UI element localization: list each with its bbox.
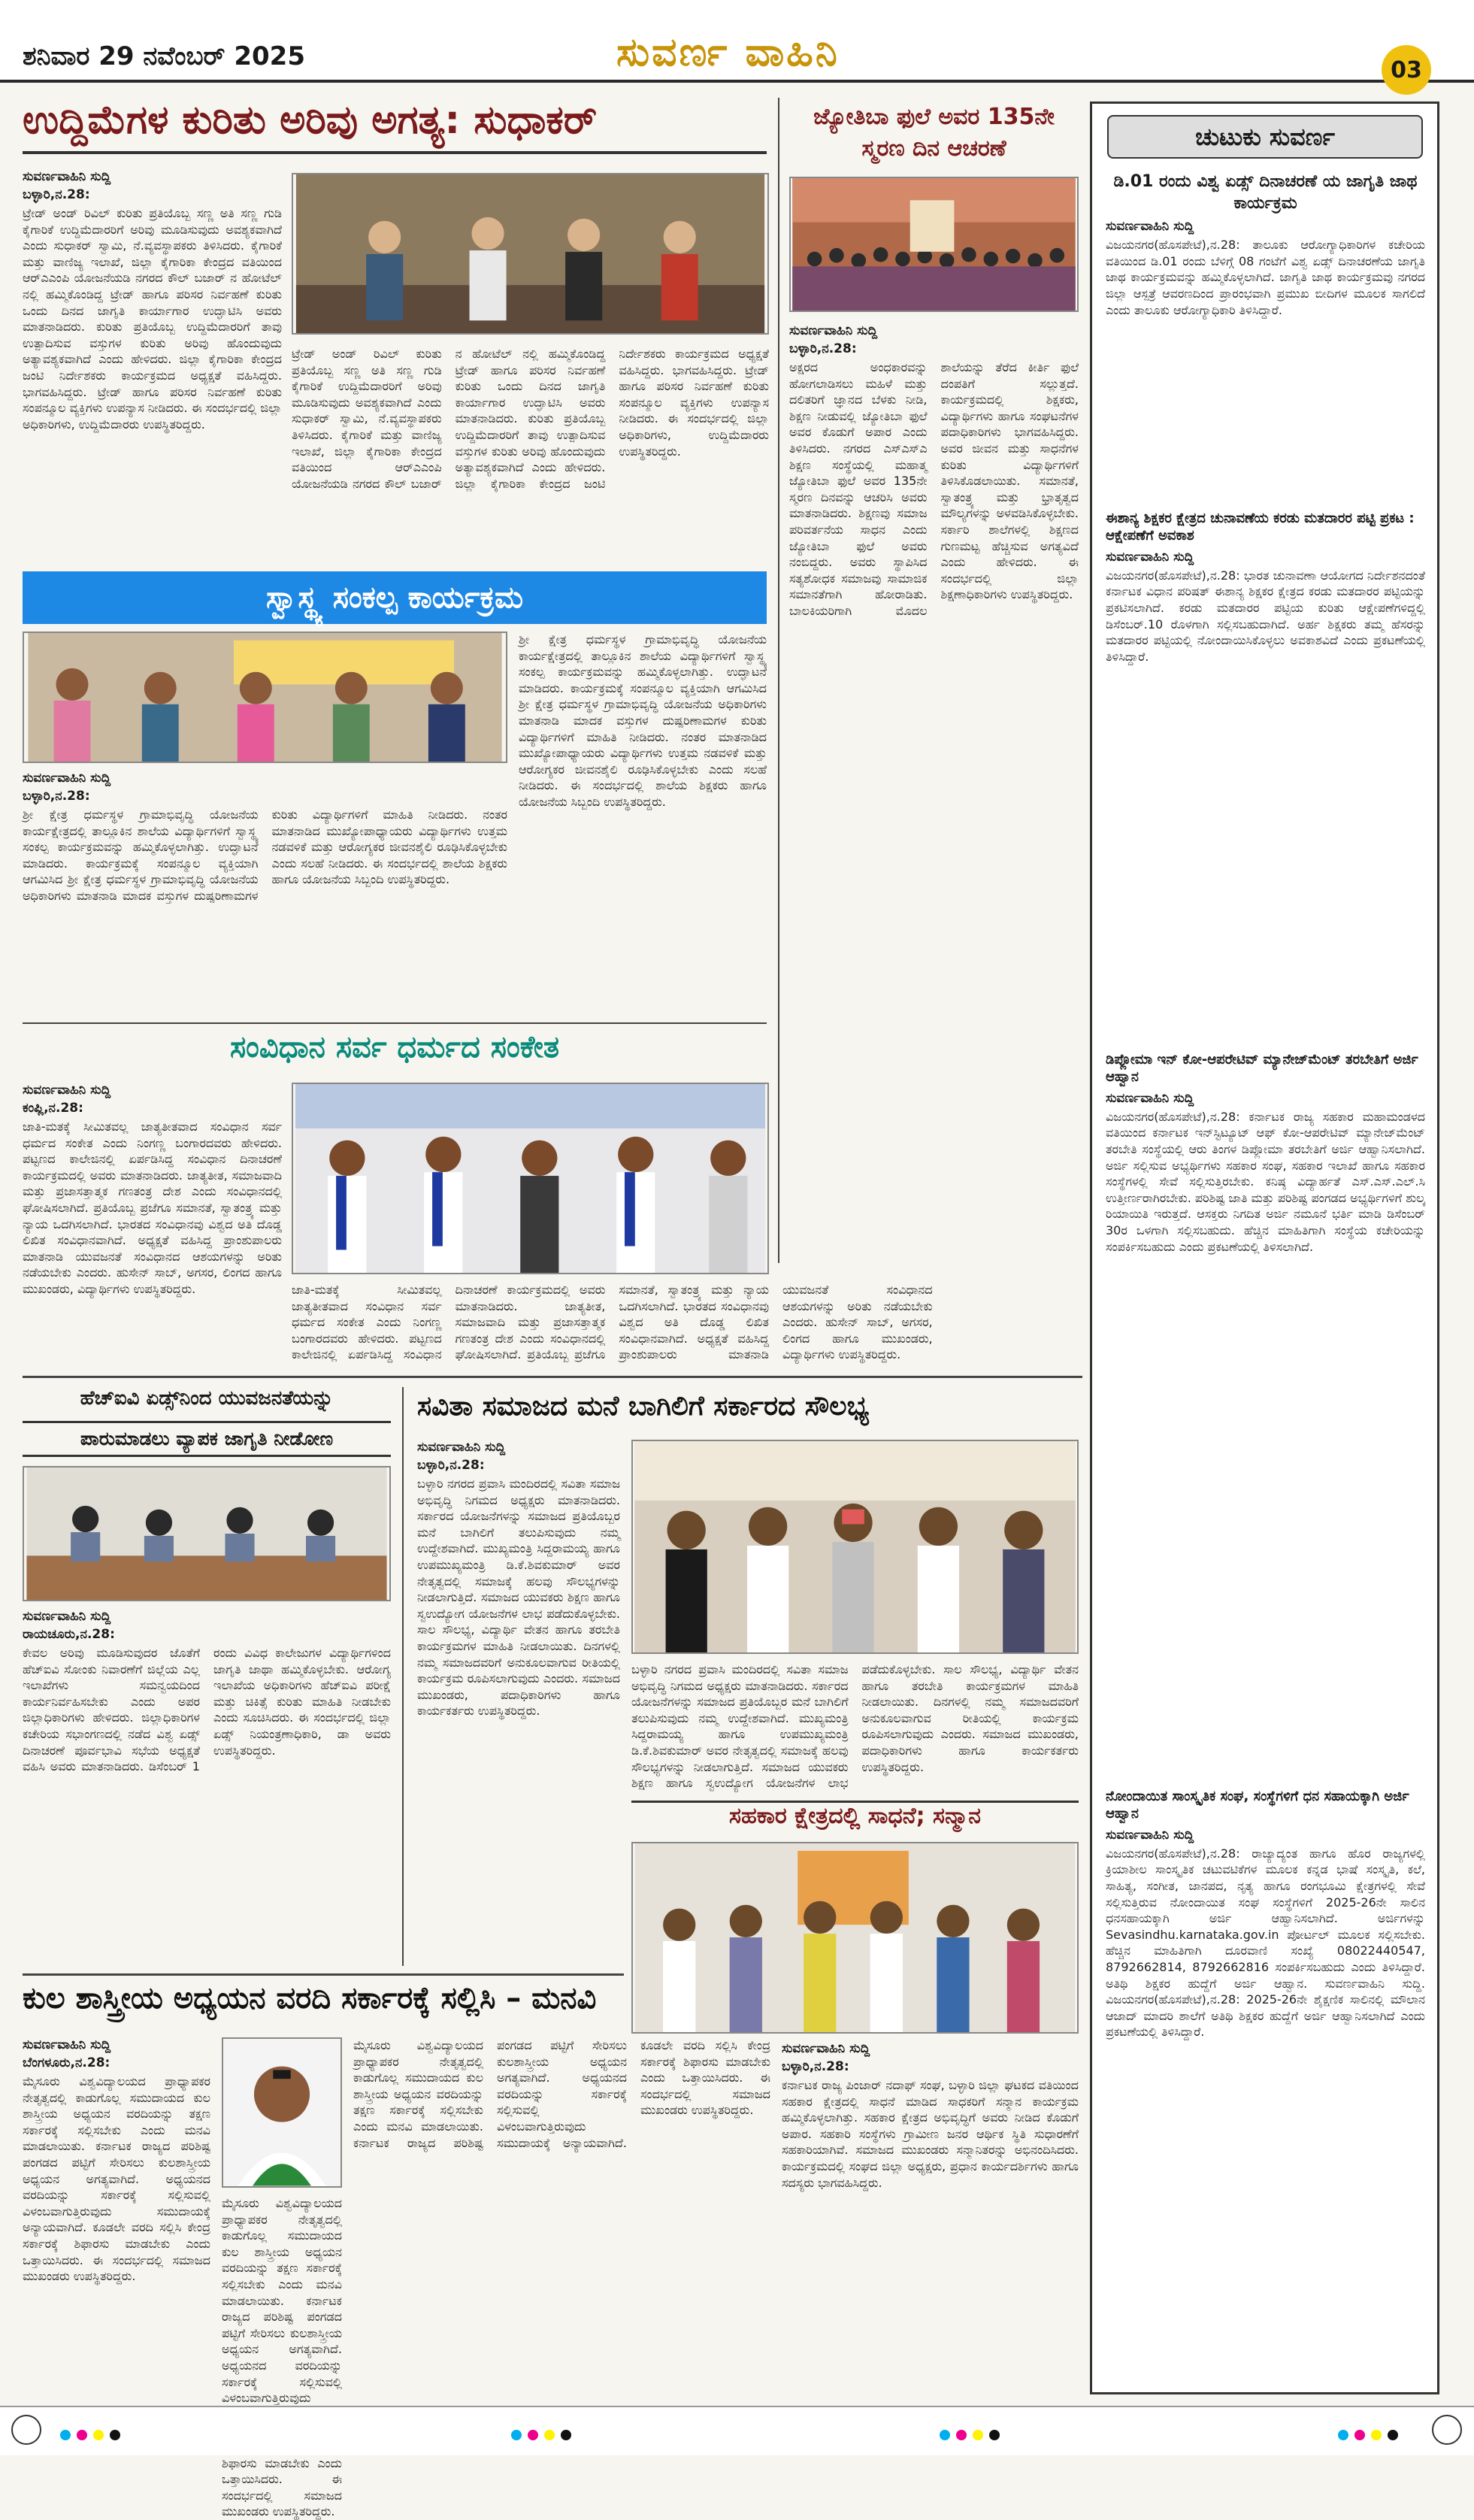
color-bar-icon xyxy=(511,2430,571,2440)
divider xyxy=(23,1376,1082,1378)
article-1-lead xyxy=(23,169,282,522)
article-5-headline-line2: ಪಾರುಮಾಡಲು ವ್ಯಾಪಕ ಜಾಗೃತಿ ನೀಡೋಣ xyxy=(23,1421,391,1457)
brief-title: ಡಿಪ್ಲೋಮಾ ಇನ್ ಕೋ-ಆಪರೇಟಿವ್ ಮ್ಯಾನೇಜ್‌ಮೆಂಟ್ ತರಬೇತಿಗೆ ಅರ್ಜಿ ಆಹ್ವಾನ xyxy=(1106,1052,1418,1086)
page-number: 03 xyxy=(1382,45,1431,95)
brief-dateline: ಸುವರ್ಣವಾಹಿನಿ ಸುದ್ದಿ xyxy=(1106,549,1194,565)
sidebar-heading: ಚುಟುಕು ಸುವರ್ಣ xyxy=(1107,115,1423,159)
article-8-headline: ಕುಲ ಶಾಸ್ತ್ರೀಯ ಅಧ್ಯಯನ ವರದಿ ಸರ್ಕಾರಕ್ಕೆ ಸಲ್ಲಿಸಿ – ಮನವಿ xyxy=(23,1981,597,2016)
article-6-lead xyxy=(417,1440,620,1966)
article-6-dateline: ಸುವರ್ಣವಾಹಿನಿ ಸುದ್ದಿ xyxy=(417,1440,506,1455)
masthead-title: ಸುವರ್ಣ ವಾಹಿನಿ xyxy=(616,30,840,75)
article-6-photo xyxy=(631,1440,1079,1654)
brief-body: ವಿಜಯನಗರ(ಹೊಸಪೇಟೆ),ನ.28: ಕರ್ನಾಟಕ ರಾಜ್ಯ ಸಹಕಾರ ಮಹಾಮಂಡಳದ ವತಿಯಿಂದ ಕರ್ನಾಟಕ ಇನ್‌ಸ್ಟಿಟ್ಯೂಟ್ ಆಫ್ ಕೋ-ಆಪರೇಟಿವ್ ಮ್ಯಾನೇಜ್‌ಮೆಂಟ್ ತರಬೇತಿ ಸಂಸ್ಥೆಯಲ್ಲಿ ಆರು ತಿಂಗಳ ಡಿಪ್ಲೋಮಾ ತರಬೇತಿಗೆ ಅರ್ಜಿ ಆಹ್ವಾನಿಸಲಾಗಿದೆ. ಅರ್ಜಿ ಸಲ್ಲಿಸುವ ಅಭ್ಯರ್ಥಿಗಳು ಸಹಕಾರ ಸಂಘ, ಸಹಕಾರ ಇಲಾಖೆ ಹಾಗೂ ಸಹಕಾರ ಸಂಸ್ಥೆಗಳಲ್ಲಿ ಸೇವೆ ಸಲ್ಲಿಸುತ್ತಿರಬೇಕು. ಕನಿಷ್ಠ ವಿದ್ಯಾರ್ಹತೆ ಎಸ್.ಎಸ್.ಎಲ್.ಸಿ ಉತ್ತೀರ್ಣರಾಗಿರಬೇಕು. ಪರಿಶಿಷ್ಟ ಜಾತಿ ಮತ್ತು ಪರಿಶಿಷ್ಟ ಪಂಗಡದ ಅಭ್ಯರ್ಥಿಗಳಿಗೆ ಶುಲ್ಕ ರಿಯಾಯಿತಿ ಇರುತ್ತದೆ. ಆಸಕ್ತರು ನಿಗದಿತ ಅರ್ಜಿ ನಮೂನೆ ಭರ್ತಿ ಮಾಡಿ ಡಿಸೆಂಬರ್ 30ರ ಒಳಗಾಗಿ ಸಲ್ಲಿಸಬಹುದು. ಹೆಚ್ಚಿನ ಮಾಹಿತಿಗಾಗಿ ಸಂಸ್ಥೆಯ ಕಚೇರಿಯನ್ನು ಸಂಪರ್ಕಿಸಬಹುದು ಎಂದು ಪ್ರಕಟಣೆಯಲ್ಲಿ ತಿಳಿಸಲಾಗಿದೆ. xyxy=(1106,1109,1425,1254)
article-4-body: ಜಾತಿ-ಮತಕ್ಕೆ ಸೀಮಿತವಲ್ಲ ಜಾತ್ಯತೀತವಾದ ಸಂವಿಧಾನ ಸರ್ವ ಧರ್ಮದ ಸಂಕೇತ ಎಂದು ನಿಂಗಣ್ಣ ಬಂಗಾರದವರು ಹೇಳಿದರು. ಪಟ್ಟಣದ ಕಾಲೇಜಿನಲ್ಲಿ ಏರ್ಪಡಿಸಿದ್ದ ಸಂವಿಧಾನ ದಿನಾಚರಣೆ ಕಾರ್ಯಕ್ರಮದಲ್ಲಿ ಅವರು ಮಾತನಾಡಿದರು. ಜಾತ್ಯತೀತ, ಸಮಾಜವಾದಿ ಮತ್ತು ಪ್ರಜಾಸತ್ತಾತ್ಮಕ ಗಣತಂತ್ರ ದೇಶ ಎಂದು ಸಂವಿಧಾನದಲ್ಲಿ ಘೋಷಿಸಲಾಗಿದೆ. ಪ್ರತಿಯೊಬ್ಬ ಪ್ರಜೆಗೂ ಸಮಾನತೆ, ಸ್ವಾತಂತ್ರ್ಯ ಮತ್ತು ನ್ಯಾಯ ಒದಗಿಸಲಾಗಿದೆ. ಭಾರತದ ಸಂವಿಧಾನವು ವಿಶ್ವದ ಅತಿ ದೊಡ್ಡ ಲಿಖಿತ ಸಂವಿಧಾನವಾಗಿದೆ. ಅಧ್ಯಕ್ಷತೆ ವಹಿಸಿದ್ದ ಪ್ರಾಂಶುಪಾಲರು ಮಾತನಾಡಿ ಯುವಜನತೆ ಸಂವಿಧಾನದ ಆಶಯಗಳನ್ನು ಅರಿತು ನಡೆಯಬೇಕು ಎಂದರು. ಹುಸೇನ್ ಸಾಬ್, ಅಗಸರ, ಲಿಂಗದ ಹಾಗೂ ಮುಖಂಡರು, ವಿದ್ಯಾರ್ಥಿಗಳು ಉಪಸ್ಥಿತರಿದ್ದರು. xyxy=(23,1119,282,1296)
article-4-dateline: ಸುವರ್ಣವಾಹಿನಿ ಸುದ್ದಿ xyxy=(23,1083,111,1098)
article-6-place: ಬಳ್ಳಾರಿ,ನ.28: xyxy=(417,1458,485,1473)
page-header xyxy=(0,0,1474,83)
registration-mark-icon xyxy=(11,2415,41,2445)
article-7-text xyxy=(782,2041,1079,2391)
article-7-place: ಬಳ್ಳಾರಿ,ನ.28: xyxy=(782,2059,849,2074)
article-2-text xyxy=(789,323,1079,1263)
article-7-dateline: ಸುವರ್ಣವಾಹಿನಿ ಸುದ್ದಿ xyxy=(782,2041,870,2056)
article-1-headline: ಉದ್ದಿಮೆಗಳ ಕುರಿತು ಅರಿವು ಅಗತ್ಯ: ಸುಧಾಕರ್ xyxy=(23,98,767,154)
sidebar-briefs xyxy=(1090,101,1439,2394)
page-footer xyxy=(0,2406,1474,2455)
brief-title: ಈಶಾನ್ಯ ಶಿಕ್ಷಕರ ಕ್ಷೇತ್ರದ ಚುನಾವಣೆಯ ಕರಡು ಮತದಾರರ ಪಟ್ಟಿ ಪ್ರಕಟ : ಆಕ್ಷೇಪಣೆಗೆ ಅವಕಾಶ xyxy=(1106,510,1415,544)
divider xyxy=(23,1022,767,1024)
article-3-text-b: ಶ್ರೀ ಕ್ಷೇತ್ರ ಧರ್ಮಸ್ಥಳ ಗ್ರಾಮಾಭಿವೃದ್ಧಿ ಯೋಜನೆಯ ಕಾರ್ಯಕ್ಷೇತ್ರದಲ್ಲಿ ತಾಲ್ಲೂಕಿನ ಶಾಲೆಯ ವಿದ್ಯಾರ್ಥಿಗಳಿಗೆ ಸ್ವಾಸ್ಥ್ಯ ಸಂಕಲ್ಪ ಕಾರ್ಯಕ್ರಮವನ್ನು ಹಮ್ಮಿಕೊಳ್ಳಲಾಗಿತ್ತು. ಉದ್ಘಾಟನೆ ಮಾಡಿದರು. ಕಾರ್ಯಕ್ರಮಕ್ಕೆ ಸಂಪನ್ಮೂಲ ವ್ಯಕ್ತಿಯಾಗಿ ಆಗಮಿಸಿದ ಶ್ರೀ ಕ್ಷೇತ್ರ ಧರ್ಮಸ್ಥಳ ಗ್ರಾಮಾಭಿವೃದ್ಧಿ ಯೋಜನೆಯ ಅಧಿಕಾರಿಗಳು ಮಾತನಾಡಿ ಮಾದಕ ವಸ್ತುಗಳ ದುಷ್ಪರಿಣಾಮಗಳ ಕುರಿತು ವಿದ್ಯಾರ್ಥಿಗಳಿಗೆ ಮಾಹಿತಿ ನೀಡಿದರು. ನಂತರ ಮಾತನಾಡಿದ ಮುಖ್ಯೋಪಾಧ್ಯಾಯರು ವಿದ್ಯಾರ್ಥಿಗಳು ಉತ್ತಮ ನಡವಳಿಕೆ ಮತ್ತು ಆರೋಗ್ಯಕರ ಜೀವನಶೈಲಿ ರೂಢಿಸಿಕೊಳ್ಳಬೇಕು ಎಂದು ಸಲಹೆ ನೀಡಿದರು. ಈ ಸಂದರ್ಭದಲ್ಲಿ ಶಾಲೆಯ ಶಿಕ್ಷಕರು ಹಾಗೂ ಯೋಜನೆಯ ಸಿಬ್ಬಂದಿ ಉಪಸ್ಥಿತರಿದ್ದರು. xyxy=(519,632,767,809)
article-8-place: ಬೆಂಗಳೂರು,ನ.28: xyxy=(23,2055,110,2070)
brief-title: ಡಿ.01 ರಂದು ವಿಶ್ವ ಏಡ್ಸ್ ದಿನಾಚರಣೆ ಯ ಜಾಗೃತಿ ಜಾಥ ಕಾರ್ಯಕ್ರಮ xyxy=(1113,172,1418,213)
article-8-dateline: ಸುವರ್ಣವಾಹಿನಿ ಸುದ್ದಿ xyxy=(23,2037,111,2052)
article-8-body-columns: ಮೈಸೂರು ವಿಶ್ವವಿದ್ಯಾಲಯದ ಪ್ರಾಧ್ಯಾಪಕರ ನೇತೃತ್ವದಲ್ಲಿ ಕಾಡುಗೊಲ್ಲ ಸಮುದಾಯದ ಕುಲ ಶಾಸ್ತ್ರೀಯ ಅಧ್ಯಯನ ವರದಿಯನ್ನು ತಕ್ಷಣ ಸರ್ಕಾರಕ್ಕೆ ಸಲ್ಲಿಸಬೇಕು ಎಂದು ಮನವಿ ಮಾಡಲಾಯಿತು. ಕರ್ನಾಟಕ ರಾಜ್ಯದ ಪರಿಶಿಷ್ಟ ಪಂಗಡದ ಪಟ್ಟಿಗೆ ಸೇರಿಸಲು ಕುಲಶಾಸ್ತ್ರೀಯ ಅಧ್ಯಯನ ಅಗತ್ಯವಾಗಿದೆ. ಅಧ್ಯಯನದ ವರದಿಯನ್ನು ಸರ್ಕಾರಕ್ಕೆ ಸಲ್ಲಿಸುವಲ್ಲಿ ವಿಳಂಬವಾಗುತ್ತಿರುವುದು ಸಮುದಾಯಕ್ಕೆ ಅನ್ಯಾಯವಾಗಿದೆ. ಕೂಡಲೇ ವರದಿ ಸಲ್ಲಿಸಿ ಕೇಂದ್ರ ಸರ್ಕಾರಕ್ಕೆ ಶಿಫಾರಸು ಮಾಡಬೇಕು ಎಂದು ಒತ್ತಾಯಿಸಿದರು. ಈ ಸಂದರ್ಭದಲ್ಲಿ ಸಮಾಜದ ಮುಖಂಡರು ಉಪಸ್ಥಿತರಿದ್ದರು. xyxy=(353,2038,770,2150)
article-8-body-continued: ಮೈಸೂರು ವಿಶ್ವವಿದ್ಯಾಲಯದ ಪ್ರಾಧ್ಯಾಪಕರ ನೇತೃತ್ವದಲ್ಲಿ ಕಾಡುಗೊಲ್ಲ ಸಮುದಾಯದ ಕುಲ ಶಾಸ್ತ್ರೀಯ ಅಧ್ಯಯನ ವರದಿಯನ್ನು ತಕ್ಷಣ ಸರ್ಕಾರಕ್ಕೆ ಸಲ್ಲಿಸಬೇಕು ಎಂದು ಮನವಿ ಮಾಡಲಾಯಿತು. ಕರ್ನಾಟಕ ರಾಜ್ಯದ ಪರಿಶಿಷ್ಟ ಪಂಗಡದ ಪಟ್ಟಿಗೆ ಸೇರಿಸಲು ಕುಲಶಾಸ್ತ್ರೀಯ ಅಧ್ಯಯನ ಅಗತ್ಯವಾಗಿದೆ. ಅಧ್ಯಯನದ ವರದಿಯನ್ನು ಸರ್ಕಾರಕ್ಕೆ ಸಲ್ಲಿಸುವಲ್ಲಿ ವಿಳಂಬವಾಗುತ್ತಿರುವುದು ಶಿಫಾರಸು ಮಾಡಬೇಕು ಎಂದು ಒತ್ತಾಯಿಸಿದರು. ಈ ಸಂದರ್ಭದಲ್ಲಿ ಸಮಾಜದ ಮುಖಂಡರು ಉಪಸ್ಥಿತರಿದ್ದರು. xyxy=(222,2196,342,2519)
issue-date: ಶನಿವಾರ 29 ನವೆಂಬರ್ 2025 xyxy=(23,41,305,71)
brief-item xyxy=(1106,171,1425,495)
divider xyxy=(402,1387,404,1966)
article-6-body-columns: ಬಳ್ಳಾರಿ ನಗರದ ಪ್ರವಾಸಿ ಮಂದಿರದಲ್ಲಿ ಸವಿತಾ ಸಮಾಜ ಅಭಿವೃದ್ಧಿ ನಿಗಮದ ಅಧ್ಯಕ್ಷರು ಮಾತನಾಡಿದರು. ಸರ್ಕಾರದ ಯೋಜನೆಗಳನ್ನು ಸಮಾಜದ ಪ್ರತಿಯೊಬ್ಬರ ಮನೆ ಬಾಗಿಲಿಗೆ ತಲುಪಿಸುವುದು ನಮ್ಮ ಉದ್ದೇಶವಾಗಿದೆ. ಮುಖ್ಯಮಂತ್ರಿ ಸಿದ್ದರಾಮಯ್ಯ ಹಾಗೂ ಉಪಮುಖ್ಯಮಂತ್ರಿ ಡಿ.ಕೆ.ಶಿವಕುಮಾರ್ ಅವರ ನೇತೃತ್ವದಲ್ಲಿ ಸಮಾಜಕ್ಕೆ ಹಲವು ಸೌಲಭ್ಯಗಳನ್ನು ನೀಡಲಾಗುತ್ತಿದೆ. ಸಮಾಜದ ಯುವಕರು ಶಿಕ್ಷಣ ಹಾಗೂ ಸ್ವಉದ್ಯೋಗ ಯೋಜನೆಗಳ ಲಾಭ ಪಡೆದುಕೊಳ್ಳಬೇಕು. ಸಾಲ ಸೌಲಭ್ಯ, ವಿದ್ಯಾರ್ಥಿ ವೇತನ ಹಾಗೂ ತರಬೇತಿ ಕಾರ್ಯಕ್ರಮಗಳ ಮಾಹಿತಿ ನೀಡಲಾಯಿತು. ದಿನಗಳಲ್ಲಿ ನಮ್ಮ ಸಮಾಜದವರಿಗೆ ಅನುಕೂಲವಾಗುವ ರೀತಿಯಲ್ಲಿ ಕಾರ್ಯಕ್ರಮ ರೂಪಿಸಲಾಗುವುದು ಎಂದರು. ಸಮಾಜದ ಮುಖಂಡರು, ಪದಾಧಿಕಾರಿಗಳು ಹಾಗೂ ಕಾರ್ಯಕರ್ತರು ಉಪಸ್ಥಿತರಿದ್ದರು. xyxy=(631,1662,1079,1791)
brief-dateline: ಸುವರ್ಣವಾಹಿನಿ ಸುದ್ದಿ xyxy=(1106,219,1194,235)
article-5-body: ಕೇವಲ ಅರಿವು ಮೂಡಿಸುವುದರ ಜೊತೆಗೆ ಹೆಚ್‌ಐವಿ ಸೋಂಕು ನಿವಾರಣೆಗೆ ಜಿಲ್ಲೆಯ ಎಲ್ಲ ಇಲಾಖೆಗಳು ಸಮನ್ವಯದಿಂದ ಕಾರ್ಯನಿರ್ವಹಿಸಬೇಕು ಎಂದು ಅಪರ ಜಿಲ್ಲಾಧಿಕಾರಿಗಳು ಹೇಳಿದರು. ಜಿಲ್ಲಾಧಿಕಾರಿಗಳ ಕಚೇರಿಯ ಸಭಾಂಗಣದಲ್ಲಿ ನಡೆದ ವಿಶ್ವ ಏಡ್ಸ್ ದಿನಾಚರಣೆ ಪೂರ್ವಭಾವಿ ಸಭೆಯ ಅಧ್ಯಕ್ಷತೆ ವಹಿಸಿ ಅವರು ಮಾತನಾಡಿದರು. ಡಿಸೆಂಬರ್ 1 ರಂದು ವಿವಿಧ ಕಾಲೇಜುಗಳ ವಿದ್ಯಾರ್ಥಿಗಳಿಂದ ಜಾಗೃತಿ ಜಾಥಾ ಹಮ್ಮಿಕೊಳ್ಳಬೇಕು. ಆರೋಗ್ಯ ಇಲಾಖೆಯ ಅಧಿಕಾರಿಗಳು ಹೆಚ್‌ಐವಿ ಪರೀಕ್ಷೆ ಮತ್ತು ಚಿಕಿತ್ಸೆ ಕುರಿತು ಮಾಹಿತಿ ನೀಡಬೇಕು ಎಂದು ಸೂಚಿಸಿದರು. ಈ ಸಂದರ್ಭದಲ್ಲಿ ಜಿಲ್ಲಾ ಏಡ್ಸ್ ನಿಯಂತ್ರಣಾಧಿಕಾರಿ, ಡಾ ಅವರು ಉಪಸ್ಥಿತರಿದ್ದರು. xyxy=(23,1646,391,1774)
article-1-photo xyxy=(292,173,769,335)
article-4-lead xyxy=(23,1083,282,1368)
article-3-place: ಬಳ್ಳಾರಿ,ನ.28: xyxy=(23,789,90,804)
brief-title: ನೋಂದಾಯಿತ ಸಾಂಸ್ಕೃತಿಕ ಸಂಘ, ಸಂಸ್ಥೆಗಳಿಗೆ ಧನ ಸಹಾಯಕ್ಕಾಗಿ ಅರ್ಜಿ ಆಹ್ವಾನ xyxy=(1106,1789,1409,1822)
brief-body: ವಿಜಯನಗರ(ಹೊಸಪೇಟೆ),ನ.28: ರಾಜ್ಯಾದ್ಯಂತ ಹಾಗೂ ಹೊರ ರಾಜ್ಯಗಳಲ್ಲಿ ಕ್ರಿಯಾಶೀಲ ಸಾಂಸ್ಕೃತಿಕ ಚಟುವಟಿಕೆಗಳ ಮೂಲಕ ಕನ್ನಡ ಭಾಷೆ ಸಂಸ್ಕೃತಿ, ಕಲೆ, ಸಾಹಿತ್ಯ, ಸಂಗೀತ, ಜಾನಪದ, ನೃತ್ಯ ಹಾಗೂ ರಂಗಭೂಮಿ ಕ್ಷೇತ್ರಗಳಲ್ಲಿ ಸೇವೆ ಸಲ್ಲಿಸುತ್ತಿರುವ ನೋಂದಾಯಿತ ಸಂಘ ಸಂಸ್ಥೆಗಳಿಗೆ 2025-26ನೇ ಸಾಲಿನ ಧನಸಹಾಯಕ್ಕಾಗಿ ಅರ್ಜಿ ಆಹ್ವಾನಿಸಲಾಗಿದೆ. ಅರ್ಜಿಗಳನ್ನು Sevasindhu.karnataka.gov.in ಪೋರ್ಟಲ್ ಮೂಲಕ ಸಲ್ಲಿಸಬೇಕು. ಹೆಚ್ಚಿನ ಮಾಹಿತಿಗಾಗಿ ದೂರವಾಣಿ ಸಂಖ್ಯೆ 08022440547, 8792662814, 8792662816 ಸಂಪರ್ಕಿಸಬಹುದು ಎಂದು ತಿಳಿಸಿದ್ದಾರೆ. ಅತಿಥಿ ಶಿಕ್ಷಕರ ಹುದ್ದೆಗೆ ಅರ್ಜಿ ಆಹ್ವಾನ. ಸುವರ್ಣವಾಹಿನಿ ಸುದ್ದಿ. ವಿಜಯನಗರ(ಹೊಸಪೇಟೆ),ನ.28: 2025-26ನೇ ಶೈಕ್ಷಣಿಕ ಸಾಲಿನಲ್ಲಿ ಮೌಲಾನ ಆಜಾದ್ ಮಾದರಿ ಶಾಲೆಗೆ ಅತಿಥಿ ಶಿಕ್ಷಕರ ಹುದ್ದೆಗೆ ಅರ್ಜಿ ಆಹ್ವಾನಿಸಲಾಗಿದೆ ಎಂದು ಪ್ರಕಟಣೆಯಲ್ಲಿ ತಿಳಿಸಿದ್ದಾರೆ. xyxy=(1106,1846,1425,2040)
article-3-body: ಶ್ರೀ ಕ್ಷೇತ್ರ ಧರ್ಮಸ್ಥಳ ಗ್ರಾಮಾಭಿವೃದ್ಧಿ ಯೋಜನೆಯ ಕಾರ್ಯಕ್ಷೇತ್ರದಲ್ಲಿ ತಾಲ್ಲೂಕಿನ ಶಾಲೆಯ ವಿದ್ಯಾರ್ಥಿಗಳಿಗೆ ಸ್ವಾಸ್ಥ್ಯ ಸಂಕಲ್ಪ ಕಾರ್ಯಕ್ರಮವನ್ನು ಹಮ್ಮಿಕೊಳ್ಳಲಾಗಿತ್ತು. ಉದ್ಘಾಟನೆ ಮಾಡಿದರು. ಕಾರ್ಯಕ್ರಮಕ್ಕೆ ಸಂಪನ್ಮೂಲ ವ್ಯಕ್ತಿಯಾಗಿ ಆಗಮಿಸಿದ ಶ್ರೀ ಕ್ಷೇತ್ರ ಧರ್ಮಸ್ಥಳ ಗ್ರಾಮಾಭಿವೃದ್ಧಿ ಯೋಜನೆಯ ಅಧಿಕಾರಿಗಳು ಮಾತನಾಡಿ ಮಾದಕ ವಸ್ತುಗಳ ದುಷ್ಪರಿಣಾಮಗಳ ಕುರಿತು ವಿದ್ಯಾರ್ಥಿಗಳಿಗೆ ಮಾಹಿತಿ ನೀಡಿದರು. ನಂತರ ಮಾತನಾಡಿದ ಮುಖ್ಯೋಪಾಧ್ಯಾಯರು ವಿದ್ಯಾರ್ಥಿಗಳು ಉತ್ತಮ ನಡವಳಿಕೆ ಮತ್ತು ಆರೋಗ್ಯಕರ ಜೀವನಶೈಲಿ ರೂಢಿಸಿಕೊಳ್ಳಬೇಕು ಎಂದು ಸಲಹೆ ನೀಡಿದರು. ಈ ಸಂದರ್ಭದಲ್ಲಿ ಶಾಲೆಯ ಶಿಕ್ಷಕರು ಹಾಗೂ ಯೋಜನೆಯ ಸಿಬ್ಬಂದಿ ಉಪಸ್ಥಿತರಿದ್ದರು. xyxy=(23,807,507,903)
article-1-place: ಬಳ್ಳಾರಿ,ನ.28: xyxy=(23,187,90,202)
article-5-photo xyxy=(23,1466,391,1601)
article-7-headline: ಸಹಕಾರ ಕ್ಷೇತ್ರದಲ್ಲಿ ಸಾಧನೆ; ಸನ್ಮಾನ xyxy=(631,1801,1079,1837)
brief-body: ವಿಜಯನಗರ(ಹೊಸಪೇಟೆ),ನ.28: ಭಾರತ ಚುನಾವಣಾ ಆಯೋಗದ ನಿರ್ದೇಶನದಂತೆ ಕರ್ನಾಟಕ ವಿಧಾನ ಪರಿಷತ್ ಈಶಾನ್ಯ ಶಿಕ್ಷಕರ ಕ್ಷೇತ್ರದ ಕರಡು ಮತದಾರರ ಪಟ್ಟಿಯನ್ನು ಪ್ರಕಟಿಸಲಾಗಿದೆ. ಕರಡು ಮತದಾರರ ಪಟ್ಟಿಯ ಕುರಿತು ಆಕ್ಷೇಪಣೆಗಳಿದ್ದಲ್ಲಿ ಡಿಸೆಂಬರ್.10 ರೊಳಗಾಗಿ ಸಲ್ಲಿಸಬಹುದಾಗಿದೆ. ಅರ್ಹ ಶಿಕ್ಷಕರು ತಮ್ಮ ಹೆಸರನ್ನು ಮತದಾರರ ಪಟ್ಟಿಯಲ್ಲಿ ನೋಂದಾಯಿಸಿಕೊಳ್ಳಲು ಅವಕಾಶವಿದೆ ಎಂದು ಪ್ರಕಟಣೆಯಲ್ಲಿ ತಿಳಿಸಿದ್ದಾರೆ. xyxy=(1106,568,1425,664)
divider xyxy=(778,98,779,1263)
photo-officials-icon xyxy=(633,1441,1077,1652)
brief-dateline: ಸುವರ್ಣವಾಹಿನಿ ಸುದ್ದಿ xyxy=(1106,1827,1194,1843)
article-6-headline: ಸವಿತಾ ಸಮಾಜದ ಮನೆ ಬಾಗಿಲಿಗೆ ಸರ್ಕಾರದ ಸೌಲಭ್ಯ xyxy=(417,1391,870,1422)
article-8-lead xyxy=(23,2037,210,2391)
article-3-text-a xyxy=(23,771,507,1019)
photo-conference-icon xyxy=(24,1467,389,1600)
article-3-headline: ಸ್ವಾಸ್ಥ್ಯ ಸಂಕಲ್ಪ ಕಾರ್ಯಕ್ರಮ xyxy=(23,571,767,624)
article-1-dateline: ಸುವರ್ಣವಾಹಿನಿ ಸುದ್ದಿ xyxy=(23,169,111,184)
article-1-body: ಟ್ರೇಡ್ ಅಂಡ್ ರಿವಿಲ್ ಕುರಿತು ಪ್ರತಿಯೊಬ್ಬ ಸಣ್ಣ ಅತಿ ಸಣ್ಣ ಗುಡಿ ಕೈಗಾರಿಕೆ ಉದ್ದಿಮೆದಾರರಿಗೆ ಅರಿವು ಮೂಡಿಸುವುದು ಅವಶ್ಯಕವಾಗಿದೆ ಎಂದು ಸುಧಾಕರ್ ಸ್ವಾಮಿ, ನೆ.ವ್ಯವಸ್ಥಾಪಕರು ತಿಳಿಸಿದರು. ಕೈಗಾರಿಕೆ ಮತ್ತು ವಾಣಿಜ್ಯ ಇಲಾಖೆ, ಜಿಲ್ಲಾ ಕೈಗಾರಿಕಾ ಕೇಂದ್ರದ ವತಿಯಿಂದ ಆರ್‌ಎಎಂಪಿ ಯೋಜನೆಯಡಿ ನಗರದ ಕೌಲ್ ಬಜಾರ್ ನ ಹೋಟೆಲ್ ನಲ್ಲಿ ಹಮ್ಮಿಕೊಂಡಿದ್ದ ಟ್ರೇಡ್ ಹಾಗೂ ಪರಿಸರ ನಿರ್ವಹಣೆ ಕುರಿತು ಒಂದು ದಿನದ ಜಾಗೃತಿ ಕಾರ್ಯಾಗಾರ ಉದ್ಘಾಟಿಸಿ ಅವರು ಮಾತನಾಡಿದರು. ಕುರಿತು ಪ್ರತಿಯೊಬ್ಬ ಉದ್ದಿಮೆದಾರರಿಗೆ ತಾವು ಉತ್ಪಾದಿಸುವ ವಸ್ತುಗಳ ಕುರಿತು ಅರಿವು ಹೊಂದುವುದು ಅತ್ಯಾವಶ್ಯಕವಾಗಿದೆ ಎಂದು ಹೇಳಿದರು. ಜಿಲ್ಲಾ ಕೈಗಾರಿಕಾ ಕೇಂದ್ರದ ಜಂಟಿ ನಿರ್ದೇಶಕರು ಕಾರ್ಯಕ್ರಮದ ಅಧ್ಯಕ್ಷತೆ ವಹಿಸಿದ್ದರು. ಭಾಗವಹಿಸಿದ್ದರು. ಟ್ರೇಡ್ ಹಾಗೂ ಪರಿಸರ ನಿರ್ವಹಣೆ ಕುರಿತು ಸಂಪನ್ಮೂಲ ವ್ಯಕ್ತಿಗಳು ಉಪನ್ಯಾಸ ನೀಡಿದರು. ಈ ಸಂದರ್ಭದಲ್ಲಿ ಜಿಲ್ಲಾ ಅಧಿಕಾರಿಗಳು, ಉದ್ದಿಮೆದಾರರು ಉಪಸ್ಥಿತರಿದ್ದರು. xyxy=(23,206,282,432)
article-3-photo xyxy=(23,632,507,763)
article-5-headline-line1: ಹೆಚ್‌ಐವಿ ಏಡ್ಸ್‌ನಿಂದ ಯುವಜನತೆಯನ್ನು xyxy=(80,1387,334,1410)
color-bar-icon xyxy=(940,2430,1000,2440)
article-8-body: ಮೈಸೂರು ವಿಶ್ವವಿದ್ಯಾಲಯದ ಪ್ರಾಧ್ಯಾಪಕರ ನೇತೃತ್ವದಲ್ಲಿ ಕಾಡುಗೊಲ್ಲ ಸಮುದಾಯದ ಕುಲ ಶಾಸ್ತ್ರೀಯ ಅಧ್ಯಯನ ವರದಿಯನ್ನು ತಕ್ಷಣ ಸರ್ಕಾರಕ್ಕೆ ಸಲ್ಲಿಸಬೇಕು ಎಂದು ಮನವಿ ಮಾಡಲಾಯಿತು. ಕರ್ನಾಟಕ ರಾಜ್ಯದ ಪರಿಶಿಷ್ಟ ಪಂಗಡದ ಪಟ್ಟಿಗೆ ಸೇರಿಸಲು ಕುಲಶಾಸ್ತ್ರೀಯ ಅಧ್ಯಯನ ಅಗತ್ಯವಾಗಿದೆ. ಅಧ್ಯಯನದ ವರದಿಯನ್ನು ಸರ್ಕಾರಕ್ಕೆ ಸಲ್ಲಿಸುವಲ್ಲಿ ವಿಳಂಬವಾಗುತ್ತಿರುವುದು ಸಮುದಾಯಕ್ಕೆ ಅನ್ಯಾಯವಾಗಿದೆ. ಕೂಡಲೇ ವರದಿ ಸಲ್ಲಿಸಿ ಕೇಂದ್ರ ಸರ್ಕಾರಕ್ಕೆ ಶಿಫಾರಸು ಮಾಡಬೇಕು ಎಂದು ಒತ್ತಾಯಿಸಿದರು. ಈ ಸಂದರ್ಭದಲ್ಲಿ ಸಮಾಜದ ಮುಖಂಡರು ಉಪಸ್ಥಿತರಿದ್ದರು. xyxy=(23,2074,210,2284)
brief-dateline: ಸುವರ್ಣವಾಹಿನಿ ಸುದ್ದಿ xyxy=(1106,1090,1194,1106)
article-3-dateline: ಸುವರ್ಣವಾಹಿನಿ ಸುದ್ದಿ xyxy=(23,771,111,786)
article-5-place: ರಾಯಚೂರು,ನ.28: xyxy=(23,1627,115,1642)
article-2-photo xyxy=(789,177,1079,312)
article-8-photo xyxy=(222,2037,342,2188)
photo-crowd-icon xyxy=(791,178,1077,310)
article-4-photo xyxy=(292,1083,769,1274)
photo-group-icon xyxy=(293,174,767,333)
brief-body: ವಿಜಯನಗರ(ಹೊಸಪೇಟೆ),ನ.28: ತಾಲೂಕು ಆರೋಗ್ಯಾಧಿಕಾರಿಗಳ ಕಚೇರಿಯ ವತಿಯಿಂದ ಡಿ.01 ರಂದು ಬೆಳಿಗ್ಗೆ 08 ಗಂಟೆಗೆ ವಿಶ್ವ ಏಡ್ಸ್ ದಿನಾಚರಣೆಯ ಜಾಗೃತಿ ಜಾಥ ಕಾರ್ಯಕ್ರಮವನ್ನು ಹಮ್ಮಿಕೊಳ್ಳಲಾಗಿದೆ. ಜಾಗೃತಿ ಜಾಥ ಕಾರ್ಯಕ್ರಮವು ನಗರದ ಜಿಲ್ಲಾ ಆಸ್ಪತ್ರೆ ಆವರಣದಿಂದ ಪ್ರಾರಂಭವಾಗಿ ಪ್ರಮುಖ ಬೀದಿಗಳ ಮೂಲಕ ಸಾಗಲಿದೆ ಎಂದು ತಾಲೂಕು ಆರೋಗ್ಯಾಧಿಕಾರಿ ತಿಳಿಸಿದ್ದಾರೆ. xyxy=(1106,238,1425,317)
article-4-headline: ಸಂವಿಧಾನ ಸರ್ವ ಧರ್ಮದ ಸಂಕೇತ xyxy=(229,1030,560,1065)
article-2-body: ಅಕ್ಷರದ ಅಂಧಕಾರವನ್ನು ಹೋಗಲಾಡಿಸಲು ಮಹಿಳೆ ಮತ್ತು ದಲಿತರಿಗೆ ಜ್ಞಾನದ ಬೆಳಕು ನೀಡಿ, ಶಿಕ್ಷಣ ನೀಡುವಲ್ಲಿ ಜ್ಯೋತಿಬಾ ಫುಲೆ ಅವರ ಕೊಡುಗೆ ಅಪಾರ ಎಂದು ತಿಳಿಸಿದರು. ನಗರದ ಎಸ್ಎಸ್ಎ ಶಿಕ್ಷಣ ಸಂಸ್ಥೆಯಲ್ಲಿ ಮಹಾತ್ಮ ಜ್ಯೋತಿಬಾ ಫುಲೆ ಅವರ 135ನೇ ಸ್ಮರಣ ದಿನವನ್ನು ಆಚರಿಸಿ ಅವರು ಮಾತನಾಡಿದರು. ಶಿಕ್ಷಣವು ಸಮಾಜ ಪರಿವರ್ತನೆಯ ಸಾಧನ ಎಂದು ಜ್ಯೋತಿಬಾ ಫುಲೆ ಅವರು ನಂಬಿದ್ದರು. ಅವರು ಸ್ಥಾಪಿಸಿದ ಸತ್ಯಶೋಧಕ ಸಮಾಜವು ಸಾಮಾಜಿಕ ಸಮಾನತೆಗಾಗಿ ಹೋರಾಡಿತು. ಬಾಲಕಿಯರಿಗಾಗಿ ಮೊದಲ ಶಾಲೆಯನ್ನು ತೆರೆದ ಕೀರ್ತಿ ಫುಲೆ ದಂಪತಿಗೆ ಸಲ್ಲುತ್ತದೆ. ಕಾರ್ಯಕ್ರಮದಲ್ಲಿ ಶಿಕ್ಷಕರು, ವಿದ್ಯಾರ್ಥಿಗಳು ಹಾಗೂ ಸಂಘಟನೆಗಳ ಪದಾಧಿಕಾರಿಗಳು ಭಾಗವಹಿಸಿದ್ದರು. ಅವರ ಜೀವನ ಮತ್ತು ಸಾಧನೆಗಳ ಕುರಿತು ವಿದ್ಯಾರ್ಥಿಗಳಿಗೆ ತಿಳಿಸಿಕೊಡಲಾಯಿತು. ಸಮಾನತೆ, ಸ್ವಾತಂತ್ರ್ಯ ಮತ್ತು ಭ್ರಾತೃತ್ವದ ಮೌಲ್ಯಗಳನ್ನು ಅಳವಡಿಸಿಕೊಳ್ಳಬೇಕು. ಸರ್ಕಾರಿ ಶಾಲೆಗಳಲ್ಲಿ ಶಿಕ್ಷಣದ ಗುಣಮಟ್ಟ ಹೆಚ್ಚಿಸುವ ಅಗತ್ಯವಿದೆ ಎಂದು ಹೇಳಿದರು. ಈ ಸಂದರ್ಭದಲ್ಲಿ ಜಿಲ್ಲಾ ಶಿಕ್ಷಣಾಧಿಕಾರಿಗಳು ಉಪಸ್ಥಿತರಿದ್ದರು. xyxy=(789,360,1079,618)
article-4-place: ಕಂಪ್ಲಿ,ನ.28: xyxy=(23,1101,83,1116)
brief-item xyxy=(1106,510,1425,1036)
article-5-dateline: ಸುವರ್ಣವಾಹಿನಿ ಸುದ್ದಿ xyxy=(23,1609,111,1624)
article-2-place: ಬಳ್ಳಾರಿ,ನ.28: xyxy=(789,341,857,356)
brief-item xyxy=(1106,1051,1425,1773)
article-7-body: ಕರ್ನಾಟಕ ರಾಜ್ಯ ಪಿಂಜಾರ್ ನದಾಫ್ ಸಂಘ, ಬಳ್ಳಾರಿ ಜಿಲ್ಲಾ ಘಟಕದ ವತಿಯಿಂದ ಸಹಕಾರ ಕ್ಷೇತ್ರದಲ್ಲಿ ಸಾಧನೆ ಮಾಡಿದ ಸಾಧಕರಿಗೆ ಸನ್ಮಾನ ಕಾರ್ಯಕ್ರಮ ಹಮ್ಮಿಕೊಳ್ಳಲಾಗಿತ್ತು. ಸಹಕಾರ ಕ್ಷೇತ್ರದ ಅಭಿವೃದ್ಧಿಗೆ ಅವರು ನೀಡಿದ ಕೊಡುಗೆ ಅಪಾರ. ಸಹಕಾರಿ ಸಂಸ್ಥೆಗಳು ಗ್ರಾಮೀಣ ಜನರ ಆರ್ಥಿಕ ಸ್ಥಿತಿ ಸುಧಾರಣೆಗೆ ಸಹಕಾರಿಯಾಗಿವೆ. ಸಮಾಜದ ಮುಖಂಡರು ಸನ್ಮಾನಿತರನ್ನು ಅಭಿನಂದಿಸಿದರು. ಕಾರ್ಯಕ್ರಮದಲ್ಲಿ ಸಂಘದ ಜಿಲ್ಲಾ ಅಧ್ಯಕ್ಷರು, ಪ್ರಧಾನ ಕಾರ್ಯದರ್ಶಿಗಳು ಹಾಗೂ ಸದಸ್ಯರು ಭಾಗವಹಿಸಿದ್ದರು. xyxy=(782,2078,1079,2190)
article-6-body: ಬಳ್ಳಾರಿ ನಗರದ ಪ್ರವಾಸಿ ಮಂದಿರದಲ್ಲಿ ಸವಿತಾ ಸಮಾಜ ಅಭಿವೃದ್ಧಿ ನಿಗಮದ ಅಧ್ಯಕ್ಷರು ಮಾತನಾಡಿದರು. ಸರ್ಕಾರದ ಯೋಜನೆಗಳನ್ನು ಸಮಾಜದ ಪ್ರತಿಯೊಬ್ಬರ ಮನೆ ಬಾಗಿಲಿಗೆ ತಲುಪಿಸುವುದು ನಮ್ಮ ಉದ್ದೇಶವಾಗಿದೆ. ಮುಖ್ಯಮಂತ್ರಿ ಸಿದ್ದರಾಮಯ್ಯ ಹಾಗೂ ಉಪಮುಖ್ಯಮಂತ್ರಿ ಡಿ.ಕೆ.ಶಿವಕುಮಾರ್ ಅವರ ನೇತೃತ್ವದಲ್ಲಿ ಸಮಾಜಕ್ಕೆ ಹಲವು ಸೌಲಭ್ಯಗಳನ್ನು ನೀಡಲಾಗುತ್ತಿದೆ. ಸಮಾಜದ ಯುವಕರು ಶಿಕ್ಷಣ ಹಾಗೂ ಸ್ವಉದ್ಯೋಗ ಯೋಜನೆಗಳ ಲಾಭ ಪಡೆದುಕೊಳ್ಳಬೇಕು. ಸಾಲ ಸೌಲಭ್ಯ, ವಿದ್ಯಾರ್ಥಿ ವೇತನ ಹಾಗೂ ತರಬೇತಿ ಕಾರ್ಯಕ್ರಮಗಳ ಮಾಹಿತಿ ನೀಡಲಾಯಿತು. ದಿನಗಳಲ್ಲಿ ನಮ್ಮ ಸಮಾಜದವರಿಗೆ ಅನುಕೂಲವಾಗುವ ರೀತಿಯಲ್ಲಿ ಕಾರ್ಯಕ್ರಮ ರೂಪಿಸಲಾಗುವುದು ಎಂದರು. ಸಮಾಜದ ಮುಖಂಡರು, ಪದಾಧಿಕಾರಿಗಳು ಹಾಗೂ ಕಾರ್ಯಕರ್ತರು ಉಪಸ್ಥಿತರಿದ್ದರು. xyxy=(417,1477,620,1719)
photo-stage-icon xyxy=(293,1084,767,1273)
divider xyxy=(23,1973,624,1976)
article-2-headline: ಜ್ಯೋತಿಬಾ ಫುಲೆ ಅವರ 135ನೇ ಸ್ಮರಣ ದಿನ ಆಚರಣೆ xyxy=(813,104,1055,162)
article-4-body-columns: ಜಾತಿ-ಮತಕ್ಕೆ ಸೀಮಿತವಲ್ಲ ಜಾತ್ಯತೀತವಾದ ಸಂವಿಧಾನ ಸರ್ವ ಧರ್ಮದ ಸಂಕೇತ ಎಂದು ನಿಂಗಣ್ಣ ಬಂಗಾರದವರು ಹೇಳಿದರು. ಪಟ್ಟಣದ ಕಾಲೇಜಿನಲ್ಲಿ ಏರ್ಪಡಿಸಿದ್ದ ಸಂವಿಧಾನ ದಿನಾಚರಣೆ ಕಾರ್ಯಕ್ರಮದಲ್ಲಿ ಅವರು ಮಾತನಾಡಿದರು. ಜಾತ್ಯತೀತ, ಸಮಾಜವಾದಿ ಮತ್ತು ಪ್ರಜಾಸತ್ತಾತ್ಮಕ ಗಣತಂತ್ರ ದೇಶ ಎಂದು ಸಂವಿಧಾನದಲ್ಲಿ ಘೋಷಿಸಲಾಗಿದೆ. ಪ್ರತಿಯೊಬ್ಬ ಪ್ರಜೆಗೂ ಸಮಾನತೆ, ಸ್ವಾತಂತ್ರ್ಯ ಮತ್ತು ನ್ಯಾಯ ಒದಗಿಸಲಾಗಿದೆ. ಭಾರತದ ಸಂವಿಧಾನವು ವಿಶ್ವದ ಅತಿ ದೊಡ್ಡ ಲಿಖಿತ ಸಂವಿಧಾನವಾಗಿದೆ. ಅಧ್ಯಕ್ಷತೆ ವಹಿಸಿದ್ದ ಪ್ರಾಂಶುಪಾಲರು ಮಾತನಾಡಿ ಯುವಜನತೆ ಸಂವಿಧಾನದ ಆಶಯಗಳನ್ನು ಅರಿತು ನಡೆಯಬೇಕು ಎಂದರು. ಹುಸೇನ್ ಸಾಬ್, ಅಗಸರ, ಲಿಂಗದ ಹಾಗೂ ಮುಖಂಡರು, ವಿದ್ಯಾರ್ಥಿಗಳು ಉಪಸ್ಥಿತರಿದ್ದರು. xyxy=(292,1283,933,1362)
article-2-dateline: ಸುವರ್ಣವಾಹಿನಿ ಸುದ್ದಿ xyxy=(789,323,878,338)
photo-meeting-icon xyxy=(24,633,506,762)
brief-item xyxy=(1106,1788,1425,2382)
portrait-icon xyxy=(223,2039,341,2186)
registration-mark-icon xyxy=(1432,2415,1462,2445)
color-bar-icon xyxy=(60,2430,120,2440)
article-5-text xyxy=(23,1609,391,1966)
color-bar-icon xyxy=(1338,2430,1398,2440)
article-1-body-columns: ಟ್ರೇಡ್ ಅಂಡ್ ರಿವಿಲ್ ಕುರಿತು ಪ್ರತಿಯೊಬ್ಬ ಸಣ್ಣ ಅತಿ ಸಣ್ಣ ಗುಡಿ ಕೈಗಾರಿಕೆ ಉದ್ದಿಮೆದಾರರಿಗೆ ಅರಿವು ಮೂಡಿಸುವುದು ಅವಶ್ಯಕವಾಗಿದೆ ಎಂದು ಸುಧಾಕರ್ ಸ್ವಾಮಿ, ನೆ.ವ್ಯವಸ್ಥಾಪಕರು ತಿಳಿಸಿದರು. ಕೈಗಾರಿಕೆ ಮತ್ತು ವಾಣಿಜ್ಯ ಇಲಾಖೆ, ಜಿಲ್ಲಾ ಕೈಗಾರಿಕಾ ಕೇಂದ್ರದ ವತಿಯಿಂದ ಆರ್‌ಎಎಂಪಿ ಯೋಜನೆಯಡಿ ನಗರದ ಕೌಲ್ ಬಜಾರ್ ನ ಹೋಟೆಲ್ ನಲ್ಲಿ ಹಮ್ಮಿಕೊಂಡಿದ್ದ ಟ್ರೇಡ್ ಹಾಗೂ ಪರಿಸರ ನಿರ್ವಹಣೆ ಕುರಿತು ಒಂದು ದಿನದ ಜಾಗೃತಿ ಕಾರ್ಯಾಗಾರ ಉದ್ಘಾಟಿಸಿ ಅವರು ಮಾತನಾಡಿದರು. ಕುರಿತು ಪ್ರತಿಯೊಬ್ಬ ಉದ್ದಿಮೆದಾರರಿಗೆ ತಾವು ಉತ್ಪಾದಿಸುವ ವಸ್ತುಗಳ ಕುರಿತು ಅರಿವು ಹೊಂದುವುದು ಅತ್ಯಾವಶ್ಯಕವಾಗಿದೆ ಎಂದು ಹೇಳಿದರು. ಜಿಲ್ಲಾ ಕೈಗಾರಿಕಾ ಕೇಂದ್ರದ ಜಂಟಿ ನಿರ್ದೇಶಕರು ಕಾರ್ಯಕ್ರಮದ ಅಧ್ಯಕ್ಷತೆ ವಹಿಸಿದ್ದರು. ಭಾಗವಹಿಸಿದ್ದರು. ಟ್ರೇಡ್ ಹಾಗೂ ಪರಿಸರ ನಿರ್ವಹಣೆ ಕುರಿತು ಸಂಪನ್ಮೂಲ ವ್ಯಕ್ತಿಗಳು ಉಪನ್ಯಾಸ ನೀಡಿದರು. ಈ ಸಂದರ್ಭದಲ್ಲಿ ಜಿಲ್ಲಾ ಅಧಿಕಾರಿಗಳು, ಉದ್ದಿಮೆದಾರರು ಉಪಸ್ಥಿತರಿದ್ದರು. xyxy=(292,347,769,491)
